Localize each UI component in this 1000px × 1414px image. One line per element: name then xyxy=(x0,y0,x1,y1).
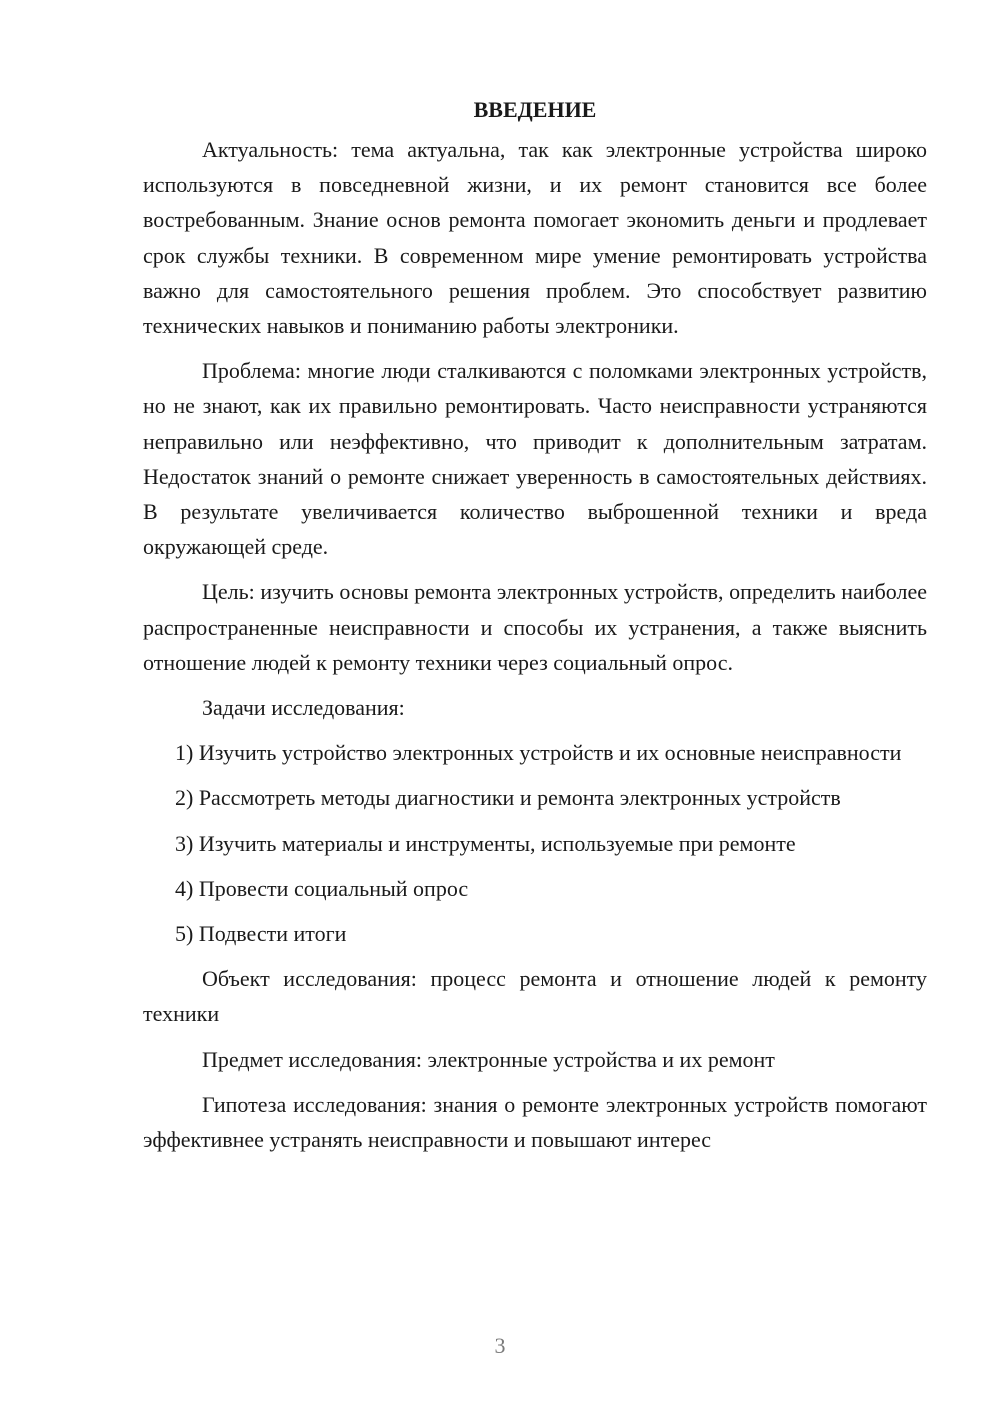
tasks-heading: Задачи исследования: xyxy=(202,695,405,721)
task-item: 2) Рассмотреть методы диагностики и ремонта электронных устройств xyxy=(175,785,841,811)
object-paragraph: Объект исследования: процесс ремонта и отношение людей к ремонту техники xyxy=(143,966,927,1027)
problem-paragraph: Проблема: многие люди сталкиваются с поломками электронных устройств, но не знают, как их правильно ремонтировать. Часто неисправности устраняются неправильно или неэффективно, что приводит к дополнительным затратам. Недостаток знаний о ремонте снижает уверенность в самостоятельных действиях. В результате увеличивается количество выброшенной техники и вреда окружающей среде. xyxy=(143,358,927,560)
task-item: 4) Провести социальный опрос xyxy=(175,875,469,901)
document-body xyxy=(143,95,927,1167)
page-number: 3 xyxy=(494,1333,506,1358)
goal-paragraph: Цель: изучить основы ремонта электронных устройств, определить наиболее распространенные неисправности и способы их устранения, а также выяснить отношение людей к ремонту техники через социальный опрос. xyxy=(143,579,927,675)
task-item: 3) Изучить материалы и инструменты, используемые при ремонте xyxy=(175,830,796,856)
subject-paragraph: Предмет исследования: электронные устройства и их ремонт xyxy=(202,1046,775,1072)
task-item: 1) Изучить устройство электронных устройств и их основные неисправности xyxy=(175,740,902,766)
hypothesis-paragraph: Гипотеза исследования: знания о ремонте электронных устройств помогают эффективнее устранять неисправности и повышают интерес xyxy=(143,1091,927,1153)
task-item: 5) Подвести итоги xyxy=(175,921,347,947)
relevance-paragraph: Актуальность: тема актуальна, так как электронные устройства широко используются в повседневной жизни, и их ремонт становится все более востребованным. Знание основ ремонта помогает экономить деньги и продлевает срок службы техники. В современном мире умение ремонтировать устройства важно для самостоятельного решения проблем. Это способствует развитию технических навыков и пониманию работы электроники. xyxy=(143,137,927,339)
section-title: ВВЕДЕНИЕ xyxy=(473,97,597,122)
